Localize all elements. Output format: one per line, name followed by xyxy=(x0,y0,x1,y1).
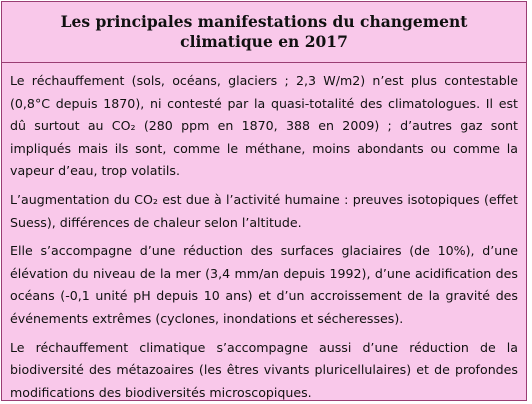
paragraph-co2-origin: L’augmentation du CO₂ est due à l’activité humaine : preuves isotopiques (effet Suess), différences de chaleur selon l’altitude. xyxy=(10,191,518,230)
body-cell xyxy=(2,63,526,404)
climate-change-box xyxy=(1,1,527,401)
box-title: Les principales manifestations du changement climatique en 2017 xyxy=(60,12,468,51)
paragraph-consequences: Elle s’accompagne d’une réduction des surfaces glaciaires (de 10%), d’une élévation du niveau de la mer (3,4 mm/an depuis 1992), d’une acidification des océans (-0,1 unité pH depuis 10 ans) et d’un accroissement de la gravité des événements extrêmes (cyclones, inondations et sécheresses). xyxy=(10,243,518,326)
paragraph-biodiversity: Le réchauffement climatique s’accompagne aussi d’une réduction de la biodiversité des métazoaires (les êtres vivants pluricellulaires) et de profondes modifications des biodiversités microscopiques. xyxy=(10,339,518,400)
title-cell xyxy=(2,2,526,63)
paragraph-warming: Le réchauffement (sols, océans, glaciers ; 2,3 W/m2) n’est plus contestable (0,8°C depuis 1870), ni contesté par la quasi-totalité des climatologues. Il est dû surtout au CO₂ (280 ppm en 1870, 388 en 2009) ; d’autres gaz sont impliqués mais ils sont, comme le méthane, moins abondants ou comme la vapeur d’eau, trop volatils. xyxy=(10,73,518,179)
